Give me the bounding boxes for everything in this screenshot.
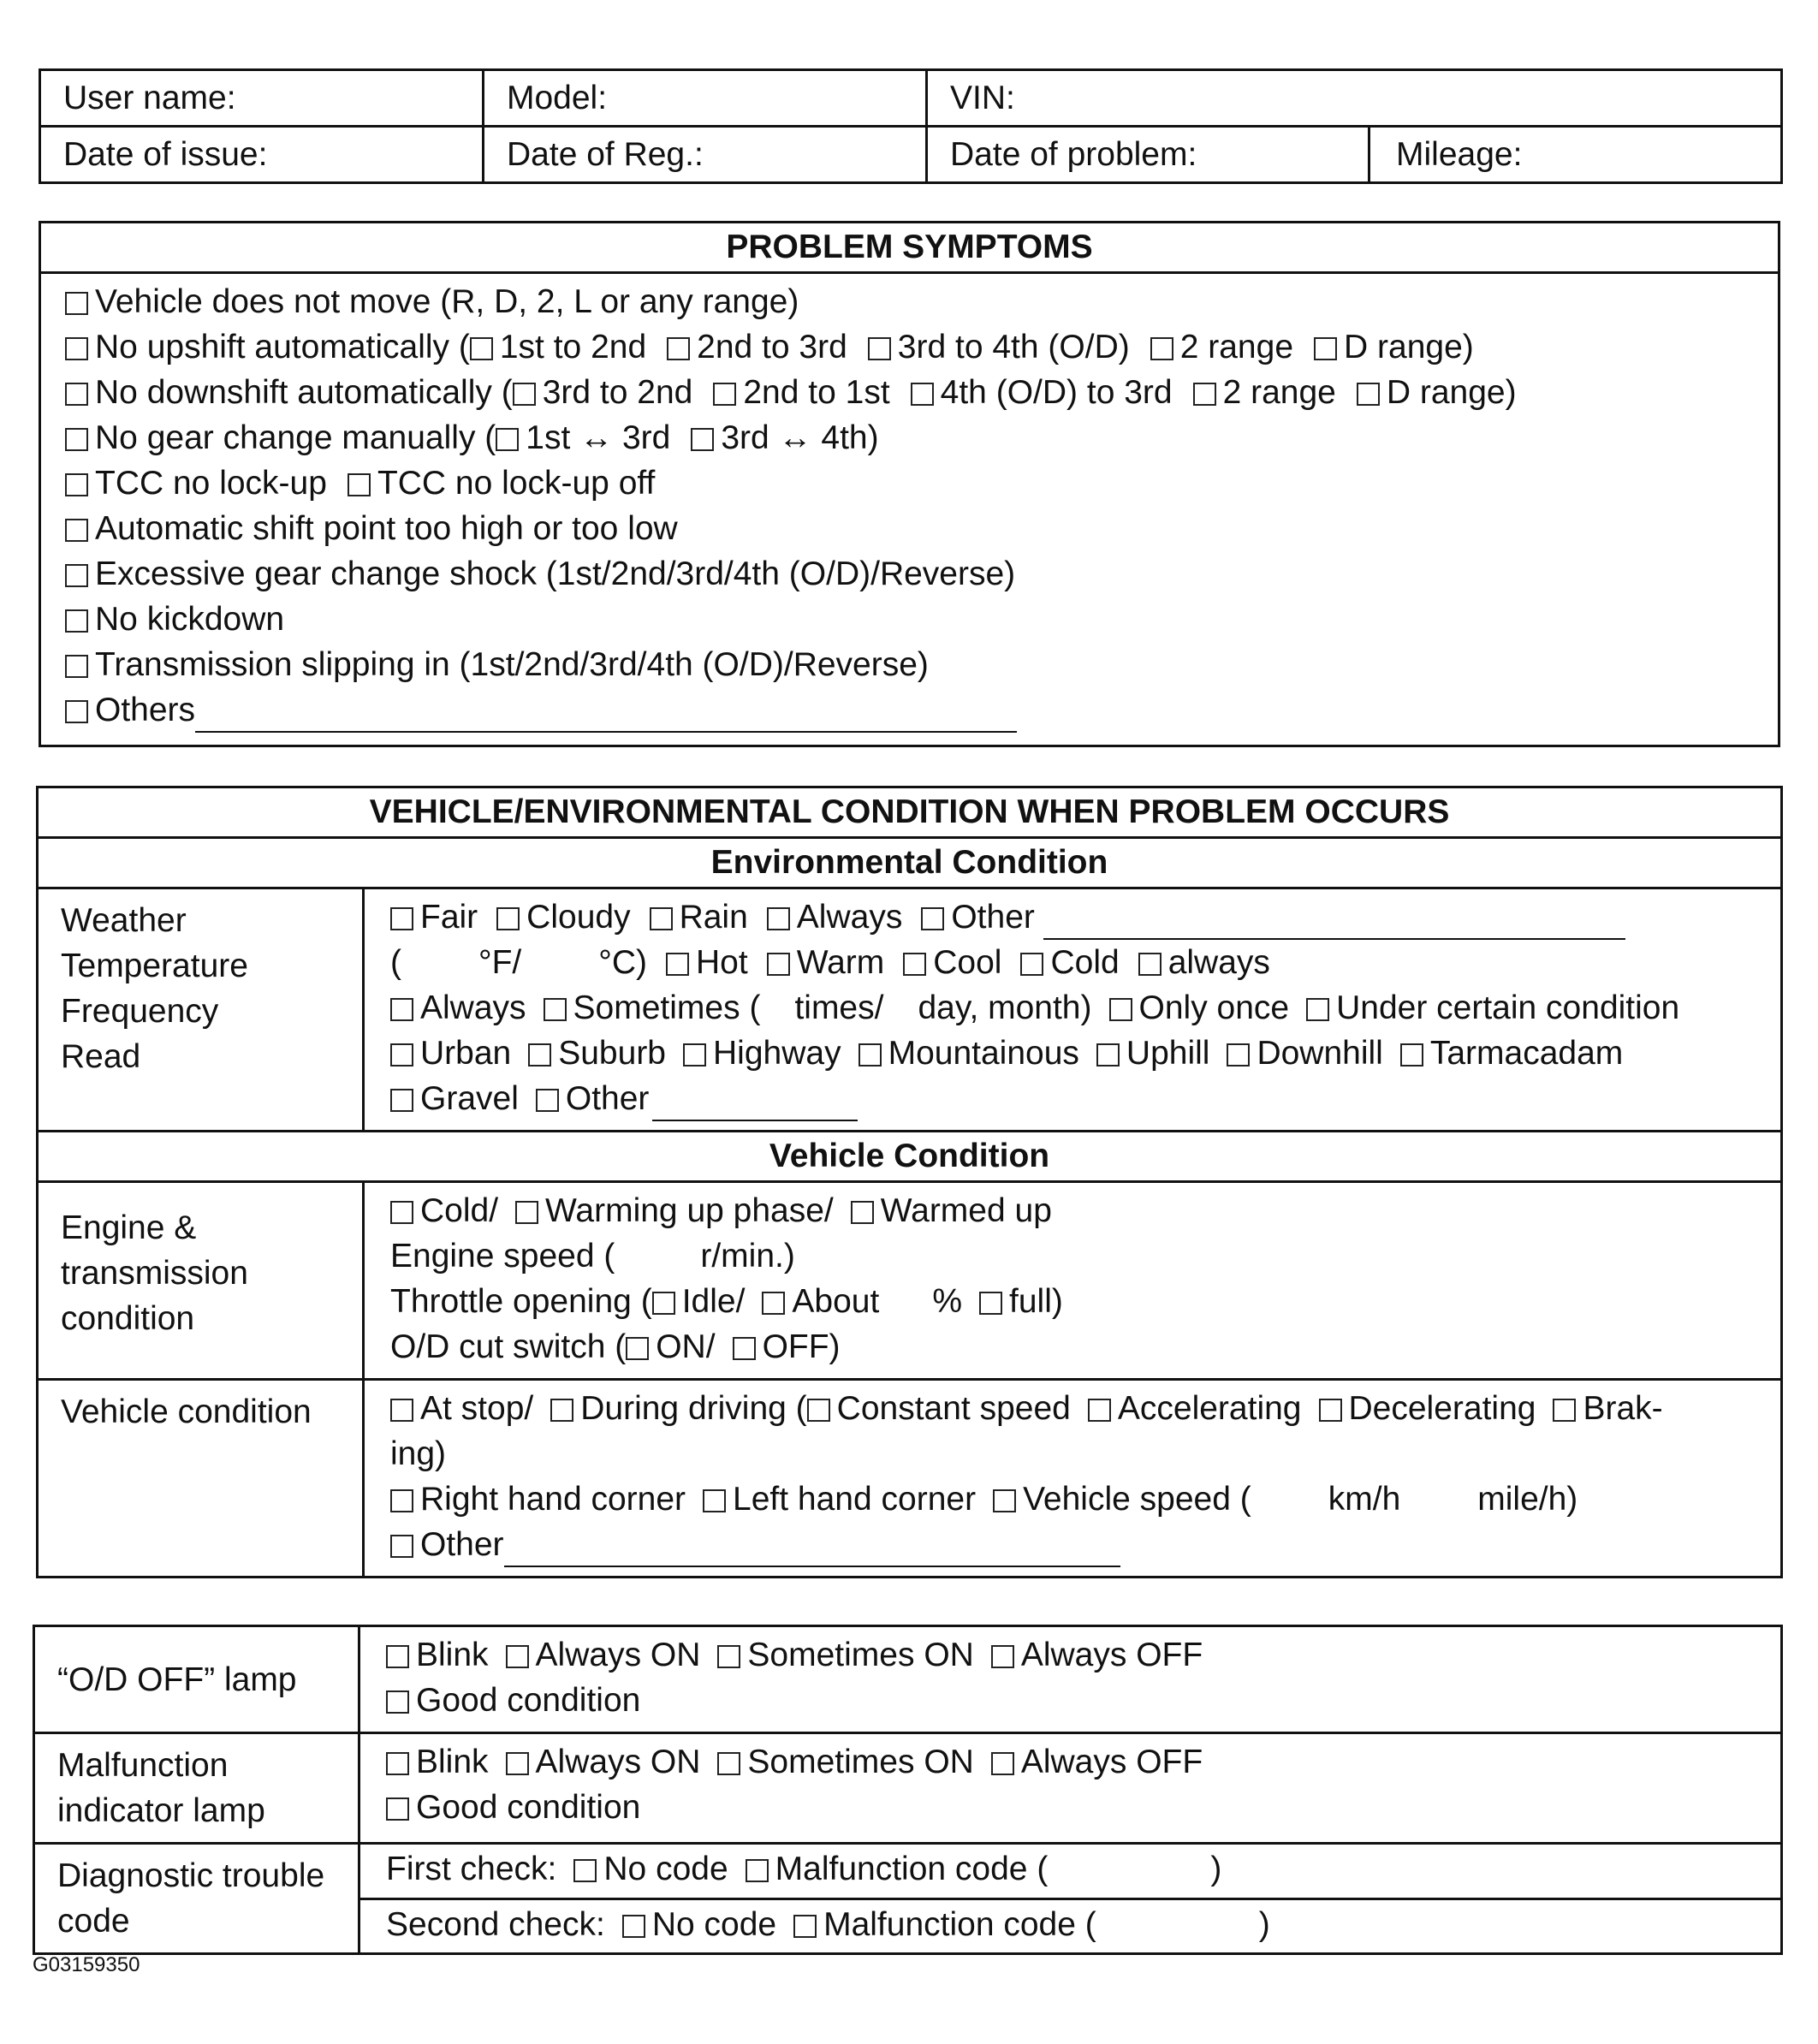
checkbox[interactable] [683,1043,706,1067]
model-field[interactable] [484,70,927,127]
checkbox[interactable] [1357,383,1380,406]
mil-row-2: Good condition [386,1785,1755,1830]
checkbox[interactable] [1400,1043,1423,1067]
vehicle-info-table [39,68,1783,184]
checkbox[interactable] [652,1292,675,1315]
symptom-row: Transmission slipping in (1st/2nd/3rd/4th (O/D)/Reverse) [65,642,1754,687]
model-label: Model: [507,79,608,116]
od-cut-switch-row: O/D cut switch ( ON/ OFF) [390,1328,841,1365]
symptom-row: No kickdown [65,597,1754,642]
symptom-row: No gear change manually ( 1st ↔ 3rd 3rd ↔ 4th) [65,415,1754,460]
od-off-lamp-label: “O/D OFF” lamp [34,1626,359,1733]
checkbox[interactable] [573,1859,597,1882]
checkbox[interactable] [386,1797,409,1821]
environment-options [364,888,1782,1132]
checkbox[interactable] [667,337,690,360]
checkbox[interactable] [1319,1399,1342,1422]
weather-other-blank[interactable] [1043,912,1625,940]
checkbox[interactable] [390,1535,413,1558]
driving-state-row: At stop/ During driving ( Constant speed Accelerating Decelerating Brak- [390,1386,1755,1431]
driving-state-row-cont: ing) [390,1435,447,1472]
checkbox[interactable] [390,1489,413,1512]
checkbox[interactable] [622,1915,645,1938]
symptom-row: No upshift automatically ( 1st to 2nd 2nd to 3rd 3rd to 4th (O/D) 2 range D range) [65,324,1754,370]
date-of-issue-field[interactable] [40,127,484,183]
cornering-row: Right hand corner Left hand corner Vehicle speed ( km/h mile/h) [390,1477,1755,1522]
checkbox[interactable] [65,700,88,723]
checkbox[interactable] [390,1089,413,1112]
symptom-row: Excessive gear change shock (1st/2nd/3rd/4th (O/D)/Reverse) [65,551,1754,597]
second-check-line: Second check: No code Malfunction code ( ) [386,1905,1270,1943]
vehicle-other-blank[interactable] [504,1540,1120,1567]
lamp-status-table [33,1625,1783,1955]
checkbox[interactable] [767,953,790,976]
engine-transmission-label: Engine & transmission condition [38,1182,364,1380]
checkbox[interactable] [496,907,520,930]
symptom-row: Vehicle does not move (R, D, 2, L or any range) [65,279,1754,324]
date-of-problem-label: Date of problem: [950,135,1197,173]
environment-labels [38,888,364,1132]
checkbox[interactable] [991,1645,1014,1668]
date-of-reg-label: Date of Reg.: [507,135,704,173]
engine-state-row: Cold/ Warming up phase/ Warmed up [390,1188,1755,1233]
checkbox[interactable] [1109,998,1132,1021]
symptom-row: Automatic shift point too high or too low [65,506,1754,551]
checkbox[interactable] [513,383,536,406]
checkbox[interactable] [386,1752,409,1775]
checkbox[interactable] [717,1752,740,1775]
checkbox[interactable] [390,907,413,930]
checkbox[interactable] [65,383,88,406]
checkbox[interactable] [544,998,567,1021]
date-of-problem-field[interactable] [927,127,1369,183]
temperature-label: Temperature [61,948,248,984]
checkbox[interactable] [746,1859,769,1882]
checkbox[interactable] [666,953,689,976]
checkbox[interactable] [65,428,88,451]
checkbox[interactable] [911,383,934,406]
checkbox[interactable] [733,1337,756,1360]
vehicle-environment-table [36,786,1783,1578]
checkbox[interactable] [713,383,736,406]
engine-speed-row: Engine speed ( r/min.) [390,1238,795,1275]
vehicle-condition-options [364,1380,1782,1578]
vin-label: VIN: [950,79,1015,116]
checkbox[interactable] [1193,383,1216,406]
checkbox[interactable] [1314,337,1337,360]
checkbox[interactable] [762,1292,785,1315]
checkbox[interactable] [65,564,88,587]
checkbox[interactable] [979,1292,1002,1315]
checkbox[interactable] [703,1489,726,1512]
checkbox[interactable] [386,1645,409,1668]
vin-field[interactable] [927,70,1782,127]
checkbox[interactable] [536,1089,559,1112]
checkbox[interactable] [851,1201,874,1224]
checkbox[interactable] [390,1201,413,1224]
malfunction-indicator-lamp-options [359,1733,1782,1844]
weather-label: Weather [61,902,187,939]
checkbox[interactable] [991,1752,1014,1775]
user-name-label: User name: [63,79,236,116]
checkbox[interactable] [386,1690,409,1714]
date-of-reg-field[interactable] [484,127,927,183]
vehicle-environment-title: VEHICLE/ENVIRONMENTAL CONDITION WHEN PROBLEM OCCURS [38,787,1782,838]
checkbox[interactable] [390,1399,413,1422]
symptom-row: TCC no lock-up TCC no lock-up off [65,460,1754,506]
checkbox[interactable] [65,473,88,496]
checkbox[interactable] [767,907,790,930]
weather-row: Fair Cloudy Rain Always Other [390,894,1755,940]
checkbox[interactable] [793,1915,817,1938]
road-other-blank[interactable] [652,1094,858,1121]
read-label: Read [61,1038,141,1075]
checkbox[interactable] [717,1645,740,1668]
symptom-row: No downshift automatically ( 3rd to 2nd 2nd to 1st 4th (O/D) to 3rd 2 range D range) [65,370,1754,415]
checkbox[interactable] [650,907,673,930]
checkbox[interactable] [528,1043,551,1067]
first-check-line: First check: No code Malfunction code ( ) [386,1851,1222,1887]
others-blank[interactable] [195,705,1017,733]
problem-symptoms-table [39,221,1780,747]
checkbox[interactable] [807,1399,830,1422]
problem-symptoms-title: PROBLEM SYMPTOMS [40,223,1779,273]
checkbox[interactable] [496,428,519,451]
checkbox[interactable] [390,998,413,1021]
frequency-label: Frequency [61,993,219,1030]
checkbox[interactable] [1227,1043,1250,1067]
checkbox[interactable] [65,609,88,633]
checkbox[interactable] [348,473,371,496]
od-off-lamp-options [359,1626,1782,1733]
checkbox[interactable] [65,655,88,678]
checkbox[interactable] [1088,1399,1111,1422]
vehicle-condition-label: Vehicle condition [38,1380,364,1578]
checkbox[interactable] [390,1043,413,1067]
checkbox[interactable] [65,337,88,360]
checkbox[interactable] [921,907,944,930]
checkbox[interactable] [626,1337,649,1360]
frequency-row: Always Sometimes ( times/ day, month) Only once Under certain condition [390,985,1755,1031]
checkbox[interactable] [1096,1043,1120,1067]
diagnostic-trouble-code-label: Diagnostic trouble code [34,1844,359,1954]
checkbox[interactable] [858,1043,882,1067]
figure-code: G03159350 [33,1953,140,1976]
vehicle-other-row: Other [390,1522,1755,1567]
second-check-row [359,1898,1782,1954]
problem-symptoms-list [40,273,1779,746]
mileage-label: Mileage: [1396,135,1523,173]
symptom-row: Others [65,687,1754,733]
throttle-row: Throttle opening ( Idle/ About % full) [390,1283,1063,1320]
temperature-row: ( °F/ °C) Hot Warm Cool Cold always [390,944,1270,981]
vehicle-condition-title: Vehicle Condition [38,1132,1782,1182]
checkbox[interactable] [993,1489,1016,1512]
checkbox[interactable] [691,428,714,451]
checkbox[interactable] [515,1201,538,1224]
engine-transmission-options [364,1182,1782,1380]
mil-row: Blink Always ON Sometimes ON Always OFF [386,1739,1755,1785]
checkbox[interactable] [1306,998,1329,1021]
checkbox[interactable] [903,953,926,976]
first-check-row [359,1844,1782,1899]
checkbox[interactable] [550,1399,573,1422]
checkbox[interactable] [1553,1399,1576,1422]
road-row-2: Gravel Other [390,1076,1755,1121]
checkbox[interactable] [65,519,88,542]
malfunction-indicator-lamp-label: Malfunction indicator lamp [34,1733,359,1844]
checkbox[interactable] [1138,953,1162,976]
checkbox[interactable] [1020,953,1043,976]
environmental-condition-title: Environmental Condition [38,838,1782,888]
road-row: Urban Suburb Highway Mountainous Uphill Downhill Tarmacadam [390,1031,1755,1076]
checkbox[interactable] [868,337,891,360]
user-name-field[interactable] [40,70,484,127]
od-lamp-row-2: Good condition [386,1678,1755,1723]
checkbox[interactable] [1150,337,1173,360]
checkbox[interactable] [506,1752,529,1775]
checkbox[interactable] [65,292,88,315]
checkbox[interactable] [470,337,493,360]
mileage-field[interactable] [1369,127,1782,183]
od-lamp-row: Blink Always ON Sometimes ON Always OFF [386,1632,1755,1678]
checkbox[interactable] [506,1645,529,1668]
date-of-issue-label: Date of issue: [63,135,268,173]
